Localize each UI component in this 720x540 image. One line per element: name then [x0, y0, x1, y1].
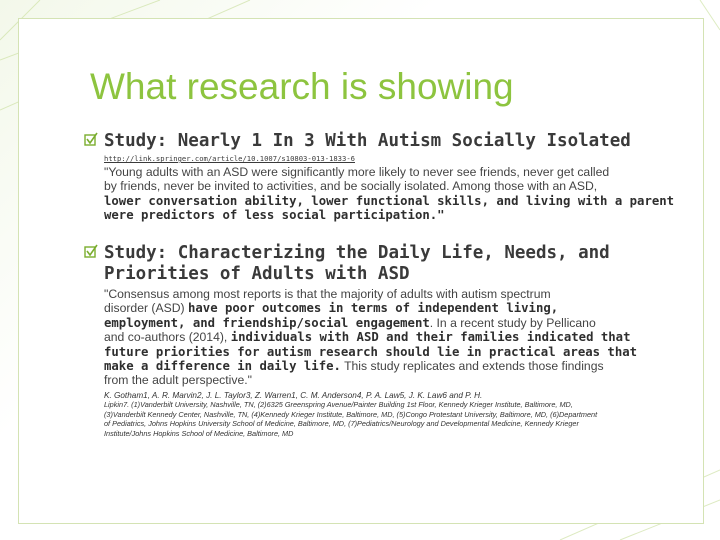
- credits-affiliation: (3)Vanderbilt Kennedy Center, Nashville, TN, (4)Kennedy Krieger Institute, Baltimore, MD, (5)Congo Protestant University, Baltimore, MD, (6)Department: [104, 409, 598, 419]
- study1-heading: Study: Nearly 1 In 3 With Autism Socially Isolated: [104, 131, 631, 151]
- credits-affiliation: of Pediatrics, Johns Hopkins University School of Medicine, Baltimore, MD, (7)Pediatrics/Neurology and Developmental Medicine, Kennedy Krieger: [104, 419, 579, 429]
- study2-quote-text: This study replicates and extends those findings: [340, 359, 604, 374]
- study2-credits: [104, 391, 704, 438]
- checkbox-bullet-icon: [84, 132, 98, 146]
- study1-link[interactable]: http://link.springer.com/article/10.1007/s10803-013-1833-6: [104, 154, 355, 163]
- credits-affiliation: Institute/Johns Hopkins School of Medicine, Baltimore, MD: [104, 428, 294, 438]
- study2-quote: [104, 287, 637, 388]
- study2-quote-text: . In a recent study by Pellicano: [429, 315, 596, 330]
- study2-heading-line: Study: Characterizing the Daily Life, Needs, and: [104, 243, 610, 263]
- study1-quote-emphasis: lower conversation ability, lower functional skills, and living with a parent: [104, 193, 675, 208]
- study2-quote-line: from the adult perspective.": [104, 373, 252, 388]
- study2-quote-line: [104, 330, 637, 344]
- study2-quote-line: [104, 359, 637, 373]
- study2-quote-line: [104, 316, 637, 330]
- slide-title: What research is showing: [90, 66, 514, 107]
- checkbox-bullet-icon: [84, 244, 98, 258]
- credits-affiliation: Lipkin7. (1)Vanderbilt University, Nashville, TN, (2)6325 Greenspring Avenue/Painter Building 1st Floor, Kennedy Krieger Institute, Baltimore, MD,: [104, 400, 573, 410]
- study1-quote-line: "Young adults with an ASD were significantly more likely to never see friends, never get called: [104, 165, 610, 179]
- study2-quote-text: disorder (ASD): [104, 301, 188, 316]
- study2-quote-text: and co-authors (2014),: [104, 330, 231, 345]
- study2-quote-emphasis: employment, and friendship/social engagement: [104, 315, 430, 330]
- study2-quote-emphasis: make a difference in daily life.: [104, 359, 341, 374]
- credits-authors: K. Gotham1, A. R. Marvin2, J. L. Taylor3, Z. Warren1, C. M. Anderson4, P. A. Law5, J. K. Law6 and P. H.: [104, 391, 483, 400]
- study2-heading: [104, 243, 610, 285]
- study2-quote-line: "Consensus among most reports is that the majority of adults with autism spectrum: [104, 287, 551, 301]
- study2-quote-emphasis: have poor outcomes in terms of independent living,: [187, 301, 559, 316]
- study1-quote: [104, 165, 674, 223]
- study1-quote-line: by friends, never be invited to activities, and be socially isolated. Among those with an ASD,: [104, 179, 598, 194]
- study2-quote-emphasis: individuals with ASD and their families indicated that: [230, 330, 631, 345]
- study2-quote-line: [104, 301, 637, 315]
- study2-quote-emphasis: future priorities for autism research should lie in practical areas that: [104, 344, 638, 359]
- study1-quote-emphasis: were predictors of less social participation.": [104, 208, 445, 223]
- study2-heading-line: Priorities of Adults with ASD: [104, 264, 410, 284]
